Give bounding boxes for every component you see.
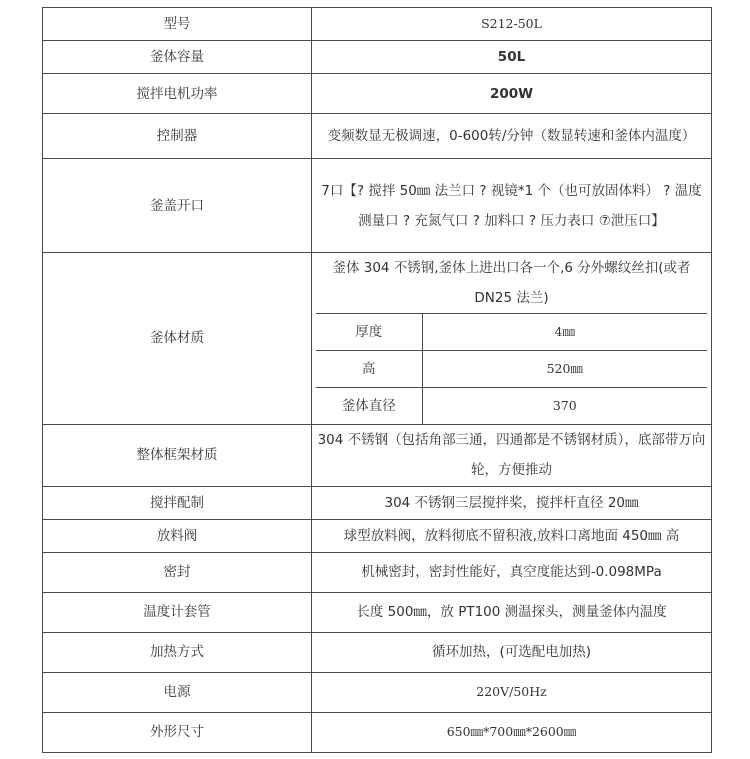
table-row [43, 486, 712, 519]
row-value-motor-power: 200W [312, 74, 712, 114]
row-value-agitator: 304 不锈钢三层搅拌桨，搅拌杆直径 20㎜ [312, 486, 712, 519]
sub-label-height: 高 [316, 351, 422, 388]
spec-table [42, 7, 712, 753]
sub-label-diameter: 釜体直径 [316, 388, 422, 424]
row-value-model: S212-50L [312, 8, 712, 41]
table-row [43, 114, 712, 159]
table-row [43, 253, 712, 425]
row-label-controller: 控制器 [43, 114, 312, 159]
row-value-thermo-sleeve: 长度 500㎜，放 PT100 测温探头，测量釜体内温度 [312, 592, 712, 632]
row-value-seal: 机械密封，密封性能好，真空度能达到-0.098MPa [312, 552, 712, 592]
table-row [43, 592, 712, 632]
table-row [43, 712, 712, 752]
row-value-body-material [312, 253, 712, 425]
row-label-model: 型号 [43, 8, 312, 41]
row-label-dimensions: 外形尺寸 [43, 712, 312, 752]
table-row [43, 159, 712, 253]
table-row [43, 519, 712, 552]
table-row [43, 424, 712, 486]
row-value-frame-material: 304 不锈钢（包括角部三通，四通都是不锈钢材质），底部带万向轮，方便推动 [312, 424, 712, 486]
table-row [43, 672, 712, 712]
row-label-lid-openings: 釜盖开口 [43, 159, 312, 253]
row-value-heating: 循环加热，(可选配电加热) [312, 632, 712, 672]
table-row [43, 41, 712, 74]
body-material-subtable [316, 253, 707, 424]
table-row [43, 74, 712, 114]
row-label-agitator: 搅拌配制 [43, 486, 312, 519]
row-label-frame-material: 整体框架材质 [43, 424, 312, 486]
sub-value-height: 520㎜ [422, 351, 707, 388]
table-row [43, 8, 712, 41]
row-label-discharge-valve: 放料阀 [43, 519, 312, 552]
row-value-controller: 变频数显无极调速，0-600转/分钟（数显转速和釜体内温度） [312, 114, 712, 159]
body-material-desc: 釜体 304 不锈钢,釜体上进出口各一个,6 分外螺纹丝扣(或者 DN25 法兰) [316, 253, 707, 314]
row-value-lid-openings: 7口【? 搅拌 50㎜ 法兰口 ? 视镜*1 个（也可放固体料） ? 温度测量口 ? 充氮气口 ? 加料口 ? 压力表口 ⑦泄压口】 [312, 159, 712, 253]
row-label-power-supply: 电源 [43, 672, 312, 712]
row-label-motor-power: 搅拌电机功率 [43, 74, 312, 114]
row-value-discharge-valve: 球型放料阀，放料彻底不留积液,放料口离地面 450㎜ 高 [312, 519, 712, 552]
row-label-thermo-sleeve: 温度计套管 [43, 592, 312, 632]
row-label-seal: 密封 [43, 552, 312, 592]
sub-label-thickness: 厚度 [316, 314, 422, 351]
table-row [43, 632, 712, 672]
row-value-capacity: 50L [312, 41, 712, 74]
row-value-dimensions: 650㎜*700㎜*2600㎜ [312, 712, 712, 752]
row-value-power-supply: 220V/50Hz [312, 672, 712, 712]
sub-value-thickness: 4㎜ [422, 314, 707, 351]
row-label-heating: 加热方式 [43, 632, 312, 672]
row-label-body-material: 釜体材质 [43, 253, 312, 425]
sub-value-diameter: 370 [552, 397, 577, 413]
table-row [43, 552, 712, 592]
row-label-capacity: 釜体容量 [43, 41, 312, 74]
